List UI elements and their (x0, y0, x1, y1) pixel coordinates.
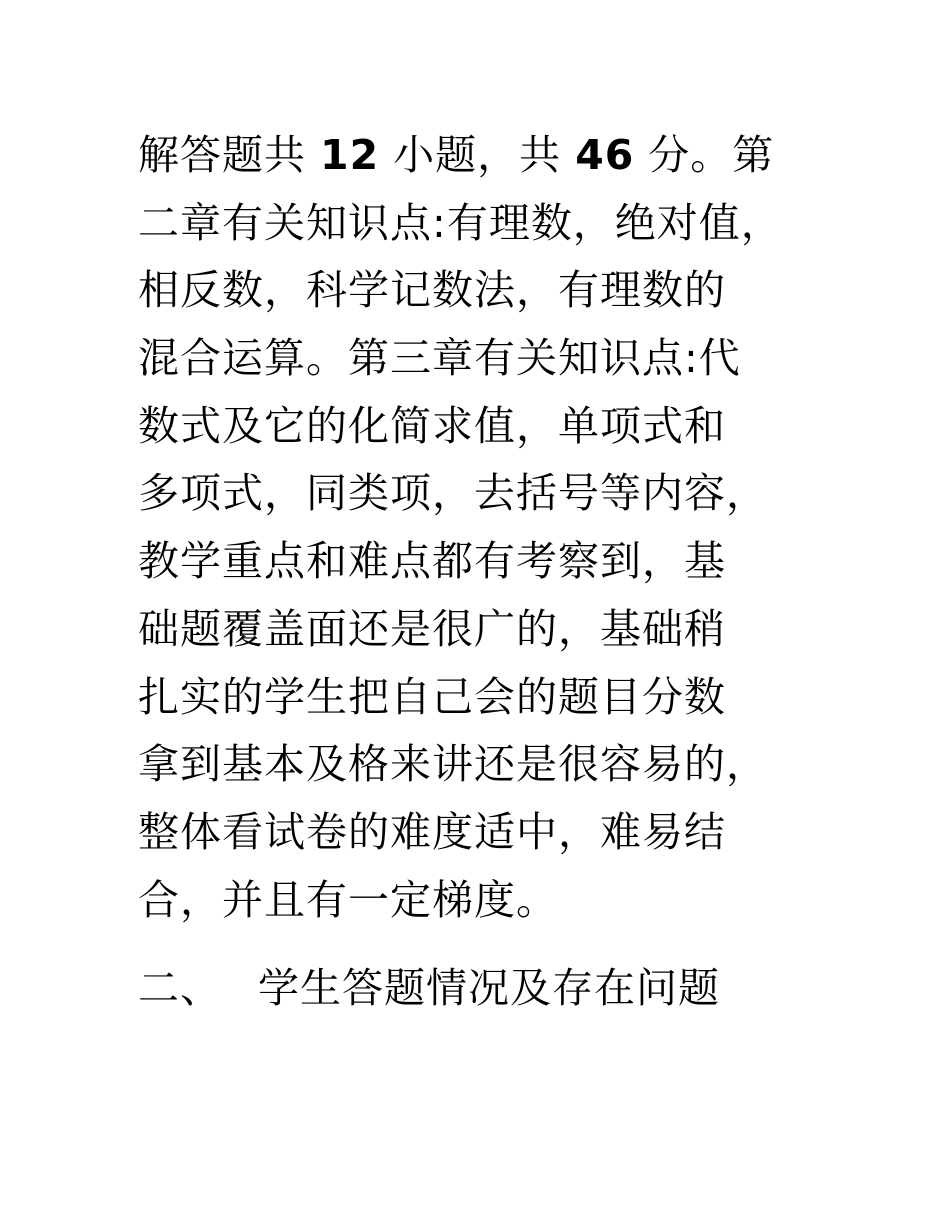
paragraph-line-4: 混合运算。第三章有关知识点:代 (138, 334, 741, 383)
paragraph-line-3: 相反数，科学记数法，有理数的 (138, 266, 726, 315)
text-segment: 解答题共 (138, 131, 321, 179)
section-number: 二、 (138, 964, 222, 1012)
body-paragraph (138, 122, 838, 934)
paragraph-line-11: 整体看试卷的难度适中，难易结 (138, 807, 726, 856)
paragraph-line-9: 扎实的学生把自己会的题目分数 (138, 672, 726, 721)
text-segment: 小题，共 (379, 131, 576, 179)
paragraph-line-5: 数式及它的化简求值，单项式和 (138, 401, 726, 450)
paragraph-line-2: 二章有关知识点:有理数，绝对值， (138, 198, 783, 247)
section-heading (138, 955, 720, 1023)
paragraph-line-10: 拿到基本及格来讲还是很容易的， (138, 740, 768, 789)
question-count: 12 (320, 131, 380, 179)
paragraph-line-12: 合，并且有一定梯度。 (138, 875, 558, 924)
paragraph-line-8: 础题覆盖面还是很广的，基础稍 (138, 604, 726, 653)
text-segment: 分。第 (634, 131, 775, 179)
section-title: 学生答题情况及存在问题 (258, 964, 720, 1012)
paragraph-line-1 (138, 122, 838, 190)
total-score: 46 (575, 131, 635, 179)
paragraph-line-6: 多项式，同类项，去括号等内容， (138, 469, 768, 518)
paragraph-line-7: 教学重点和难点都有考察到，基 (138, 537, 726, 586)
